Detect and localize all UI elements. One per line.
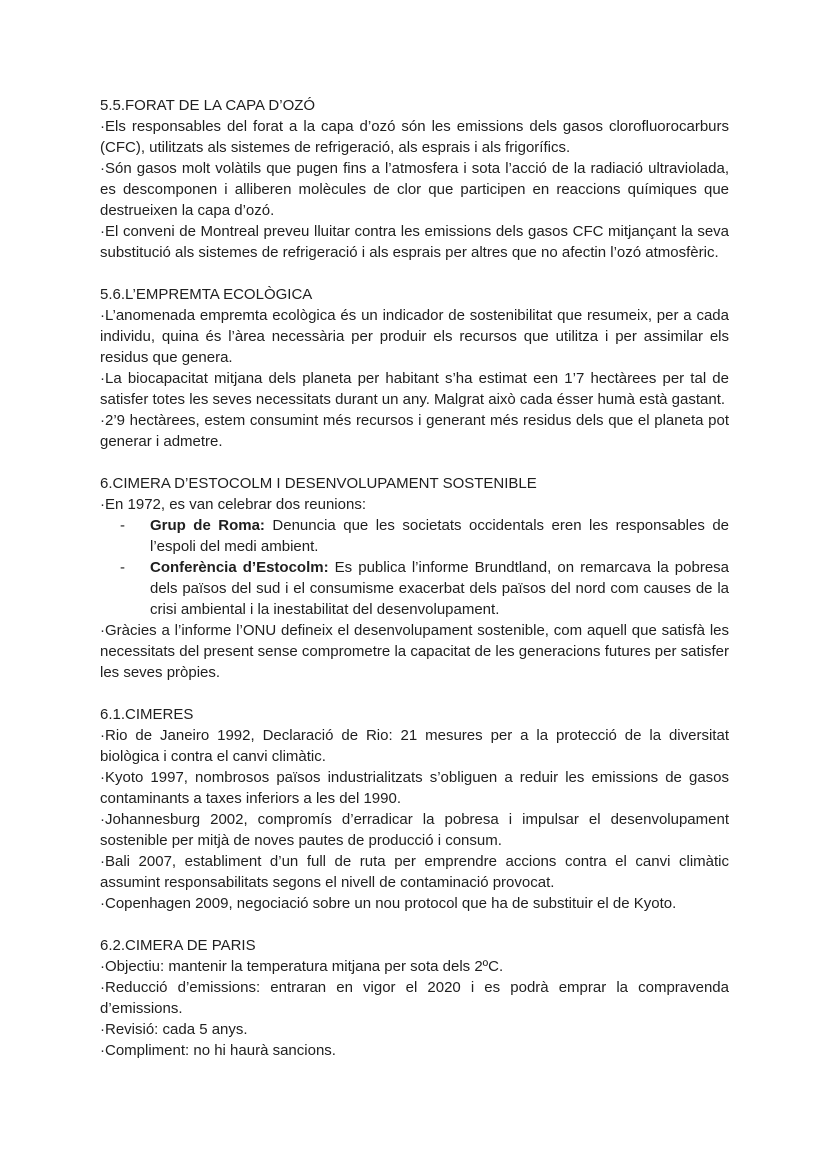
document-content [100,95,729,1061]
list-item [100,515,729,557]
paragraph: ·En 1972, es van celebrar dos reunions: [100,496,366,513]
document-section [100,284,729,452]
paragraph: ·Johannesburg 2002, compromís d’erradicar la pobresa i impulsar el desenvolupament sostenible per mitjà de noves pautes de producció i consum. [100,811,729,849]
list-item [100,557,729,620]
list-item-text: Grup de Roma: Denuncia que les societats occidentals eren les responsables de l’espoli del medi ambient. [150,517,729,555]
section-heading: 6.1.CIMERES [100,706,194,723]
list-item-lead: Conferència d’Estocolm: [150,559,329,576]
section-heading: 5.6.L’EMPREMTA ECOLÒGICA [100,286,313,303]
paragraph: ·Rio de Janeiro 1992, Declaració de Rio: 21 mesures per a la protecció de la diversitat biològica i contra el canvi climàtic. [100,727,729,765]
paragraph: ·La biocapacitat mitjana dels planeta per habitant s’ha estimat een 1’7 hectàrees per tal de satisfer totes les seves necessitats durant un any. Malgrat això cada ésser humà està gastant. [100,370,729,408]
paragraph: ·Gràcies a l’informe l’ONU defineix el desenvolupament sostenible, com aquell que satisfà les necessitats del present sense comprometre la capacitat de les generacions futures per satisfer les seves pròpies. [100,622,729,681]
paragraph: ·Bali 2007, establiment d’un full de ruta per emprendre accions contra el canvi climàtic assumint responsabilitats segons el nivell de contaminació provocat. [100,853,729,891]
section-heading: 6.CIMERA D’ESTOCOLM I DESENVOLUPAMENT SOSTENIBLE [100,475,537,492]
section-heading: 6.2.CIMERA DE PARIS [100,937,256,954]
document-section [100,473,729,683]
paragraph: ·Reducció d’emissions: entraran en vigor el 2020 i es podrà emprar la compravenda d’emissions. [100,979,729,1017]
paragraph: ·Compliment: no hi haurà sancions. [100,1042,336,1059]
section-heading: 5.5.FORAT DE LA CAPA D’OZÓ [100,97,316,114]
paragraph: ·Els responsables del forat a la capa d’ozó són les emissions dels gasos clorofluorocarburs (CFC), utilitzats als sistemes de refrigeració, als esprais i als frigorífics. [100,118,729,156]
paragraph: ·Són gasos molt volàtils que pugen fins a l’atmosfera i sota l’acció de la radiació ultraviolada, es descomponen i alliberen molècules de clor que participen en reaccions químiques que destrueixen la capa d’ozó. [100,160,729,219]
paragraph: ·Revisió: cada 5 anys. [100,1021,248,1038]
paragraph: ·2’9 hectàrees, estem consumint més recursos i generant més residus dels que el planeta pot generar i admetre. [100,412,729,450]
paragraph: ·Objectiu: mantenir la temperatura mitjana per sota dels 2ºC. [100,958,504,975]
document-section [100,95,729,263]
list-marker: - [120,517,125,534]
document-section [100,704,729,914]
paragraph: ·El conveni de Montreal preveu lluitar contra les emissions dels gasos CFC mitjançant la seva substitució als sistemes de refrigeració i als esprais per altres que no afectin l’ozó atmosfèric. [100,223,729,261]
list-item-text: Conferència d’Estocolm: Es publica l’informe Brundtland, on remarcava la pobresa dels països del sud i el consumisme exacerbat dels països del nord com causes de la crisi ambiental i la inestabilitat del desenvolupament. [150,559,730,618]
document-section [100,935,729,1061]
list-item-lead: Grup de Roma: [150,517,265,534]
paragraph: ·Copenhagen 2009, negociació sobre un nou protocol que ha de substituir el de Kyoto. [100,895,677,912]
paragraph: ·Kyoto 1997, nombrosos països industrialitzats s’obliguen a reduir les emissions de gasos contaminants a taxes inferiors a les del 1990. [100,769,729,807]
paragraph: ·L’anomenada empremta ecològica és un indicador de sostenibilitat que resumeix, per a cada individu, quina és l’àrea necessària per produir els recursos que utilitza i per assimilar els residus que genera. [100,307,729,366]
list-marker: - [120,559,125,576]
